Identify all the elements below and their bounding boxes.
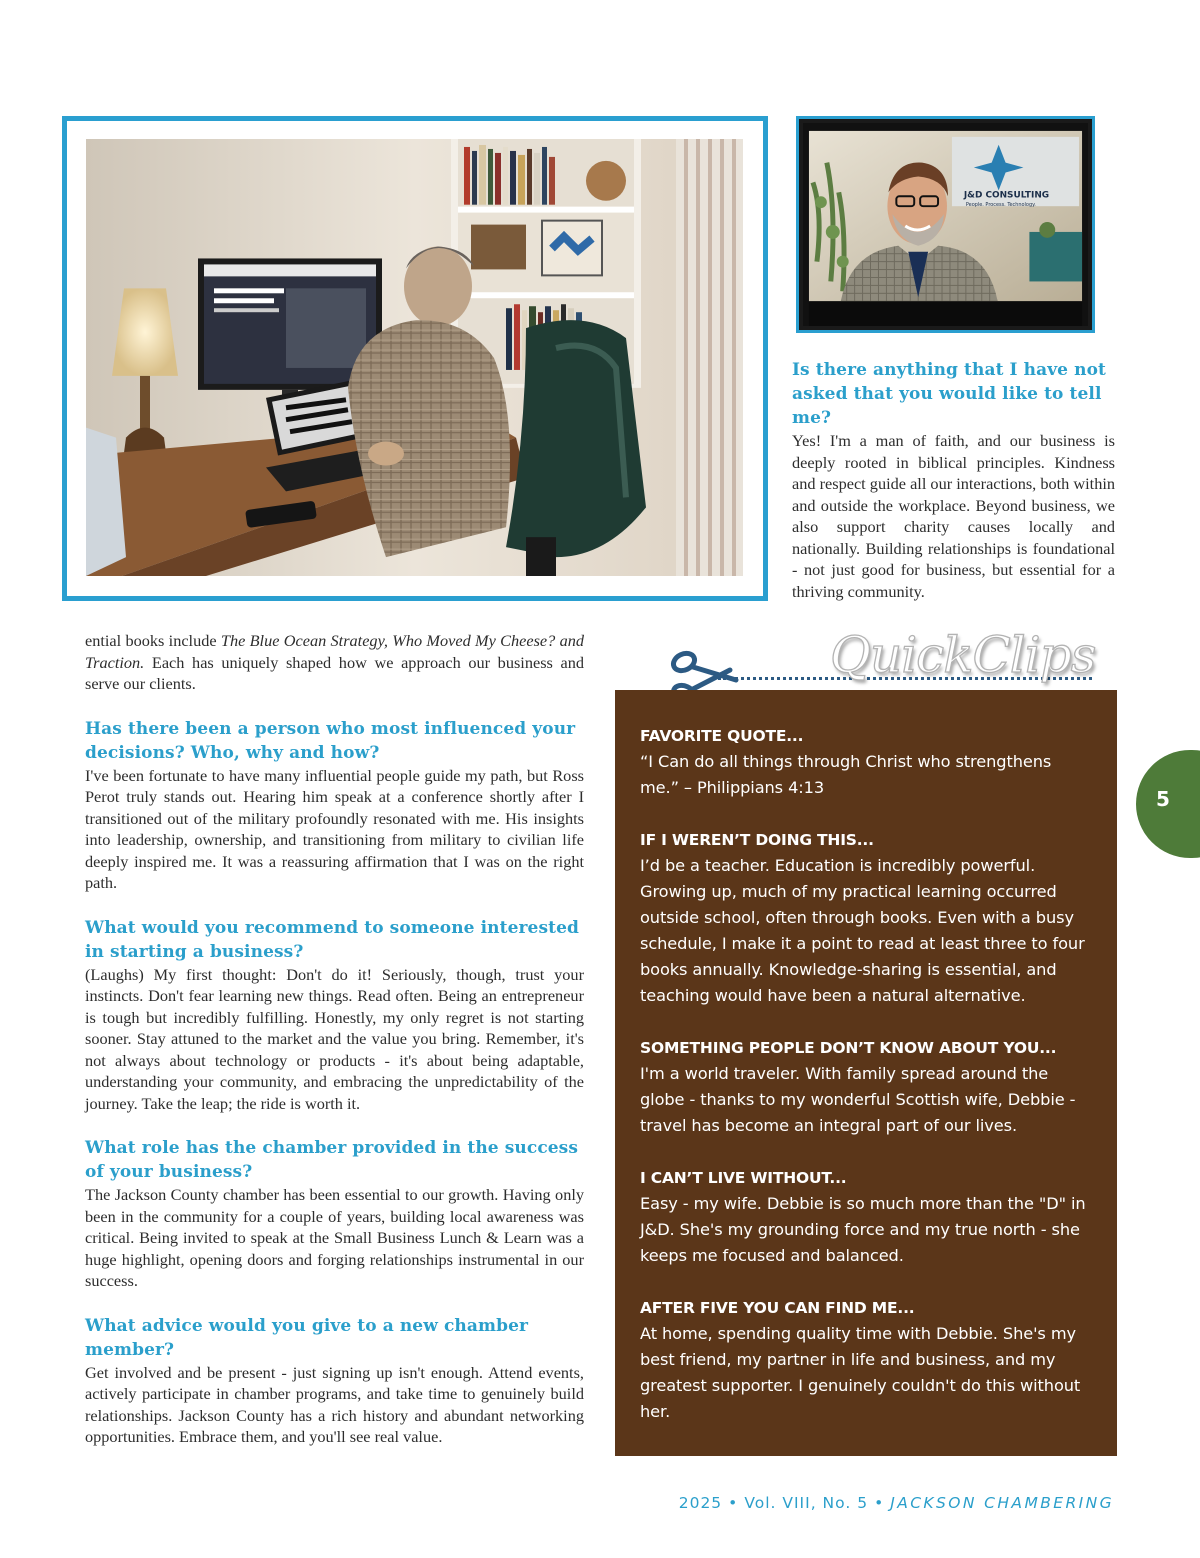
- question-heading: Has there been a person who most influenced your decisions? Who, why and how?: [85, 718, 576, 763]
- clip-item: [640, 1035, 1093, 1139]
- bullet-separator: •: [874, 1494, 885, 1512]
- continued-tail: Each has uniquely shaped how we approach our business and serve our clients.: [85, 652, 584, 693]
- continued-lead: ential books include: [85, 631, 221, 650]
- office-photo: [86, 139, 743, 576]
- clip-title: I CAN’T LIVE WITHOUT...: [640, 1169, 847, 1187]
- qa-block: [85, 717, 584, 894]
- footer-publication: JACKSON CHAMBERING: [890, 1494, 1114, 1512]
- clip-text: “I Can do all things through Christ who strengthens me.” – Philippians 4:13: [640, 752, 1052, 797]
- clip-title: IF I WEREN’T DOING THIS...: [640, 831, 874, 849]
- clip-text: I’d be a teacher. Education is incredibly powerful. Growing up, much of my practical learning occurred outside school, often through books. Even with a busy schedule, I make it a point to read at least three to four books annually. Knowledge-sharing is essential, and teaching would have been a natural alternative.: [640, 856, 1085, 1005]
- qa-block: [85, 916, 584, 1115]
- quick-clips-title: QuickClips: [830, 626, 1096, 684]
- question-heading: Is there anything that I have not asked that you would like to tell me?: [792, 360, 1106, 428]
- clip-title: AFTER FIVE YOU CAN FIND ME...: [640, 1299, 915, 1317]
- clip-text: Easy - my wife. Debbie is so much more than the "D" in J&D. She's my grounding force and my true north - she keeps me focused and balanced.: [640, 1194, 1086, 1265]
- question-heading: What would you recommend to someone interested in starting a business?: [85, 917, 579, 962]
- continued-paragraph-block: [85, 630, 584, 695]
- qa-block: [85, 1136, 584, 1292]
- answer-paragraph: Get involved and be present - just signing up isn't enough. Attend events, actively participate in chamber programs, and take time to genuinely build relationships. Jackson County has a rich history and abundant networking opportunities. Embrace them, and you'll see real value.: [85, 1362, 584, 1446]
- question-heading: What role has the chamber provided in the success of your business?: [85, 1138, 579, 1182]
- answer-paragraph: Yes! I'm a man of faith, and our business is deeply rooted in biblical principles. Kindness and respect guide all our interactions, both within and outside the workplace. Beyond business, we also support charity causes locally and nationally. Building relationships is foundational - not just good for business, but essential for a thriving community.: [792, 431, 1115, 601]
- clip-item: [640, 1165, 1093, 1269]
- call-company-tagline: People. Process. Technology.: [965, 202, 1036, 209]
- answer-paragraph: (Laughs) My first thought: Don't do it! Seriously, though, trust your instincts. Don't fear learning new things. Read often. Being an entrepreneur is tough but incredibly fulfilling. Honestly, my only regret is not starting sooner. Stay attuned to the market and the value you bring. Remember, it's not always about technology or products - it's about being adaptable, understanding your community, and embracing the unpredictability of the journey. Take the leap; the ride is worth it.: [85, 964, 584, 1113]
- right-qa-section: [792, 358, 1115, 602]
- answer-paragraph: I've been fortunate to have many influential people guide my path, but Ross Perot truly stands out. Hearing him speak at a conference shortly after I transitioned out of the military profoundly resonated with me. His insights into leadership, ownership, and transitioning from military to civilian life deeply inspired me. It was a reassuring affirmation that I was on the right path.: [85, 765, 584, 892]
- footer-volume: Vol. VIII, No. 5: [744, 1494, 869, 1512]
- video-call-photo: [803, 123, 1088, 326]
- continued-paragraph: [85, 630, 584, 695]
- page-footer: [679, 1494, 1114, 1512]
- page-number: 5: [1156, 787, 1170, 811]
- clip-title: SOMETHING PEOPLE DON’T KNOW ABOUT YOU...: [640, 1039, 1057, 1057]
- answer-paragraph: The Jackson County chamber has been essential to our growth. Having only been in the community for a couple of years, building local awareness was critical. Being invited to speak at the Small Business Lunch & Learn was a huge highlight, opening doors and forging relationships instrumental in our success.: [85, 1185, 584, 1290]
- left-qa-section: [85, 630, 584, 1448]
- book-titles: The Blue Ocean Strategy, Who Moved My Cheese? and Traction.: [85, 631, 584, 672]
- clip-item: [640, 723, 1093, 801]
- qa-block: [85, 1314, 584, 1448]
- quick-clips-box: [615, 690, 1117, 1456]
- clip-item: [640, 1295, 1093, 1425]
- video-call-photo-frame: [796, 116, 1095, 333]
- call-company-name: J&D CONSULTING: [963, 190, 1050, 201]
- question-heading: What advice would you give to a new chamber member?: [85, 1315, 529, 1360]
- footer-year: 2025: [678, 1494, 723, 1512]
- clip-title: FAVORITE QUOTE...: [640, 727, 804, 745]
- bullet-separator: •: [728, 1494, 739, 1512]
- clip-text: At home, spending quality time with Debbie. She's my best friend, my partner in life and business, and my greatest supporter. I genuinely couldn't do this without her.: [640, 1324, 1081, 1421]
- office-photo-frame: [62, 116, 768, 601]
- clip-item: [640, 827, 1093, 1009]
- clip-text: I'm a world traveler. With family spread around the globe - thanks to my wonderful Scottish wife, Debbie - travel has become an integral part of our lives.: [640, 1064, 1076, 1135]
